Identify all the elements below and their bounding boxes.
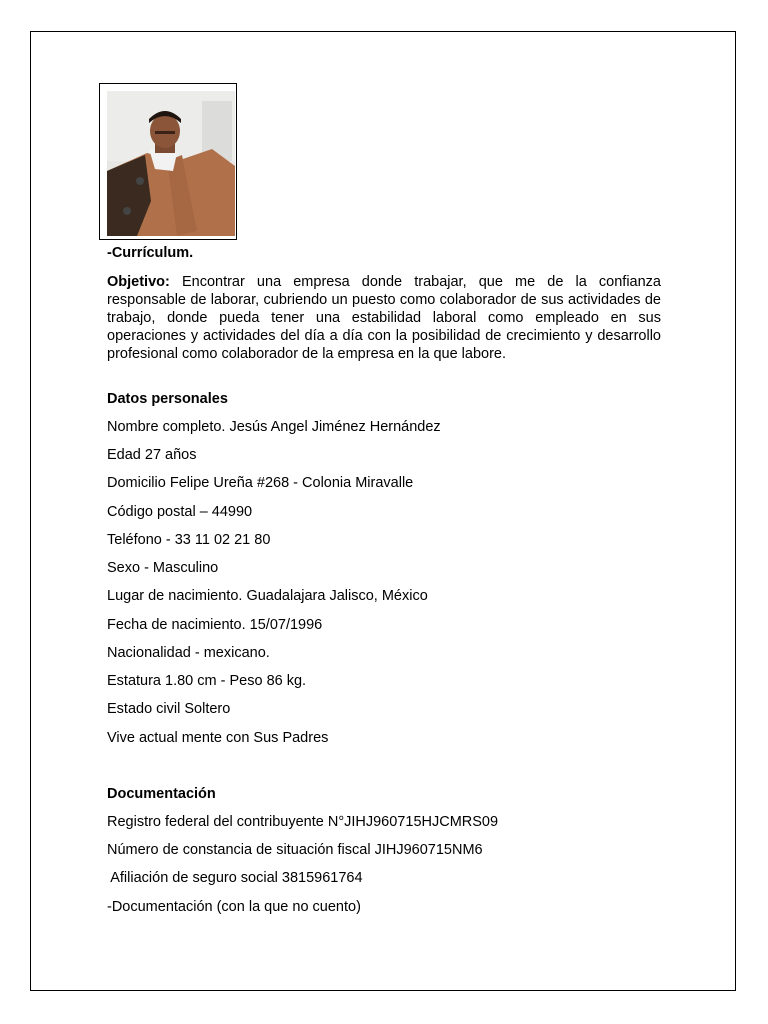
personal-item: Nombre completo. Jesús Angel Jiménez Hernández [107, 419, 441, 435]
documents-heading: Documentación [107, 786, 216, 802]
personal-data-heading: Datos personales [107, 391, 228, 407]
profile-photo [107, 91, 235, 236]
personal-item: Vive actual mente con Sus Padres [107, 730, 329, 746]
objective-paragraph [107, 273, 661, 363]
objective-text: Encontrar una empresa donde trabajar, que me de la confianza responsable de laborar, cubriendo un puesto como colaborador de sus actividades de trabajo, donde pueda tener una estabilidad laboral como empleado en sus operaciones y actividades del día a día con la posibilidad de crecimiento y desarrollo profesional como colaborador de la empresa en la que labore. [107, 274, 661, 362]
person-photo-icon [107, 91, 235, 236]
document-title: -Currículum. [107, 245, 194, 261]
profile-photo-frame [99, 83, 237, 240]
personal-item: Domicilio Felipe Ureña #268 - Colonia Miravalle [107, 475, 414, 491]
personal-item: Fecha de nacimiento. 15/07/1996 [107, 617, 323, 633]
personal-item: Lugar de nacimiento. Guadalajara Jalisco, México [107, 588, 428, 604]
personal-item: Código postal – 44990 [107, 504, 253, 520]
document-item: -Documentación (con la que no cuento) [107, 899, 361, 915]
objective-label: Objetivo: [107, 274, 170, 290]
personal-item: Edad 27 años [107, 447, 197, 463]
personal-item: Estado civil Soltero [107, 701, 231, 717]
document-item: Afiliación de seguro social 3815961764 [107, 870, 363, 886]
personal-item: Teléfono - 33 11 02 21 80 [107, 532, 271, 548]
personal-item: Estatura 1.80 cm - Peso 86 kg. [107, 673, 307, 689]
document-item: Registro federal del contribuyente N°JIHJ960715HJCMRS09 [107, 814, 499, 830]
personal-item: Nacionalidad - mexicano. [107, 645, 270, 661]
document-item: Número de constancia de situación fiscal JIHJ960715NM6 [107, 842, 483, 858]
personal-item: Sexo - Masculino [107, 560, 219, 576]
